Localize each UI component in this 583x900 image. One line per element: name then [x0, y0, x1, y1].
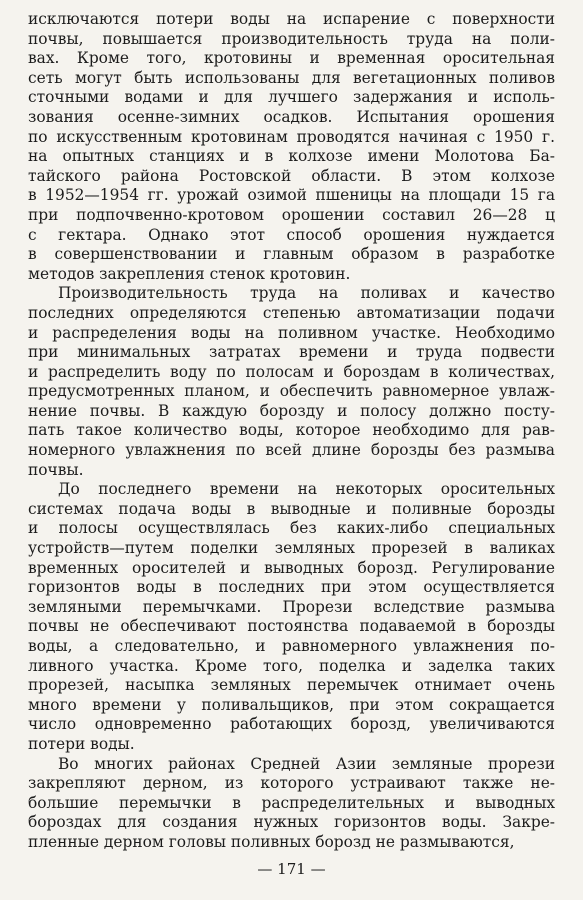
- text-line: в 1952—1954 гг. урожай озимой пшеницы на площади 15 га: [28, 186, 555, 205]
- text-line: пленные дерном головы поливных борозд не размываются,: [28, 832, 515, 851]
- text-line: пать такое количество воды, которое необходимо для рав-: [28, 421, 555, 440]
- page-body-text: [28, 10, 555, 853]
- text-line: последних определяются степенью автоматизации подачи: [28, 303, 555, 322]
- text-line: временных оросителей и выводных борозд. Регулирование: [28, 558, 555, 577]
- text-line: почвы, повышается производительность труда на поли-: [28, 29, 555, 48]
- text-line: сеть могут быть использованы для вегетационных поливов: [28, 68, 555, 87]
- text-line: устройств—путем поделки земляных прорезей в валиках: [28, 539, 555, 558]
- paragraph: [28, 10, 555, 284]
- text-line: число одновременно работающих борозд, увеличиваются: [28, 715, 555, 734]
- text-line: и полосы осуществлялась без каких-либо специальных: [28, 519, 555, 538]
- page-number: — 171 —: [257, 860, 326, 878]
- text-line: с гектара. Однако этот способ орошения нуждается: [28, 225, 555, 244]
- text-line: большие перемычки в распределительных и выводных: [28, 793, 555, 812]
- text-line: Во многих районах Средней Азии земляные прорези: [58, 754, 555, 773]
- text-line: номерного увлажнения по всей длине борозды без размыва: [28, 441, 555, 460]
- text-line: горизонтов воды в последних при этом осуществляется: [28, 578, 555, 597]
- text-line: по искусственным кротовинам проводятся начиная с 1950 г.: [28, 127, 555, 146]
- text-line: при минимальных затратах времени и труда подвести: [28, 343, 555, 362]
- text-line: и распределить воду по полосам и бороздам в количествах,: [28, 362, 555, 381]
- text-line: тайского района Ростовской области. В этом колхозе: [28, 166, 555, 185]
- text-line: предусмотренных планом, и обеспечить равномерное увлаж-: [28, 382, 555, 401]
- text-line: методов закрепления стенок кротовин.: [28, 264, 351, 283]
- paragraph: [28, 755, 555, 853]
- text-line: и распределения воды на поливном участке. Необходимо: [28, 323, 555, 342]
- text-line: много времени у поливальщиков, при этом сокращается: [28, 695, 555, 714]
- text-line: потери воды.: [28, 734, 135, 753]
- text-line: в совершенствовании и главным образом в разработке: [28, 245, 555, 264]
- text-line: ливного участка. Кроме того, поделка и заделка таких: [28, 656, 555, 675]
- text-line: почвы.: [28, 460, 84, 479]
- text-line: на опытных станциях и в колхозе имени Молотова Ба-: [28, 147, 555, 166]
- text-line: закрепляют дерном, из которого устраивают также не-: [28, 774, 555, 793]
- text-line: сточными водами и для лучшего задержания и исполь-: [28, 88, 555, 107]
- text-line: земляными перемычками. Прорези вследствие размыва: [28, 597, 555, 616]
- text-line: зования осенне-зимних осадков. Испытания орошения: [28, 107, 555, 126]
- text-line: системах подача воды в выводные и поливные борозды: [28, 499, 555, 518]
- text-line: при подпочвенно-кротовом орошении составил 26—28 ц: [28, 205, 555, 224]
- text-line: почвы не обеспечивают постоянства подаваемой в борозды: [28, 617, 555, 636]
- text-line: исключаются потери воды на испарение с поверхности: [28, 10, 555, 28]
- text-line: воды, а следовательно, и равномерного увлажнения по-: [28, 637, 555, 655]
- paragraph: [28, 480, 555, 754]
- text-line: вах. Кроме того, кротовины и временная оросительная: [28, 49, 555, 68]
- text-line: бороздах для создания нужных горизонтов воды. Закре-: [28, 813, 555, 832]
- paragraph: [28, 284, 555, 480]
- text-line: прорезей, насыпка земляных перемычек отнимает очень: [28, 676, 555, 695]
- text-line: До последнего времени на некоторых оросительных: [58, 480, 555, 499]
- text-line: Производительность труда на поливах и качество: [58, 284, 555, 303]
- text-line: нение почвы. В каждую борозду и полосу должно посту-: [28, 401, 555, 420]
